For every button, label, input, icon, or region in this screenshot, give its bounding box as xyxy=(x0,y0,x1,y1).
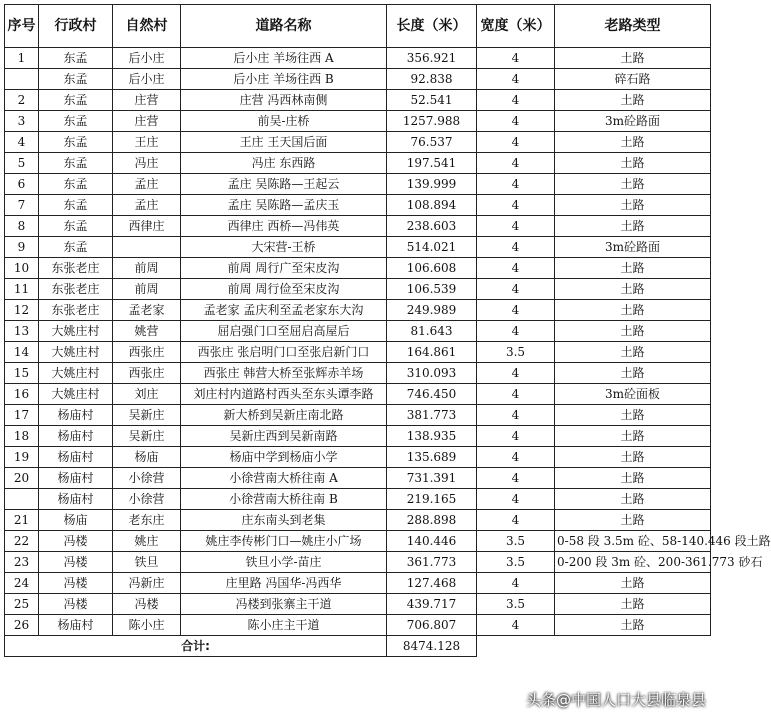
cell-natural: 刘庄 xyxy=(113,384,181,405)
cell-seq: 23 xyxy=(5,552,39,573)
cell-seq: 26 xyxy=(5,615,39,636)
cell-road: 大宋营-王桥 xyxy=(181,237,387,258)
cell-road: 前周 周行广至宋皮沟 xyxy=(181,258,387,279)
cell-width: 4 xyxy=(477,405,555,426)
cell-length: 135.689 xyxy=(387,447,477,468)
table-row xyxy=(5,132,711,153)
cell-village: 东张老庄 xyxy=(39,279,113,300)
table-row xyxy=(5,153,711,174)
table-row xyxy=(5,405,711,426)
cell-length: 731.391 xyxy=(387,468,477,489)
table-row xyxy=(5,195,711,216)
cell-length: 106.539 xyxy=(387,279,477,300)
cell-length: 81.643 xyxy=(387,321,477,342)
table-row xyxy=(5,111,711,132)
table-row xyxy=(5,321,711,342)
cell-length: 356.921 xyxy=(387,48,477,69)
cell-village: 东孟 xyxy=(39,132,113,153)
cell-natural: 庄营 xyxy=(113,111,181,132)
cell-village: 大姚庄村 xyxy=(39,384,113,405)
cell-village: 大姚庄村 xyxy=(39,342,113,363)
cell-length: 76.537 xyxy=(387,132,477,153)
table-row xyxy=(5,426,711,447)
cell-width: 4 xyxy=(477,90,555,111)
table-row xyxy=(5,552,711,573)
cell-width: 4 xyxy=(477,153,555,174)
cell-length: 127.468 xyxy=(387,573,477,594)
cell-width: 4 xyxy=(477,426,555,447)
table-row xyxy=(5,300,711,321)
cell-length: 746.450 xyxy=(387,384,477,405)
cell-length: 361.773 xyxy=(387,552,477,573)
cell-road: 小徐营南大桥往南 A xyxy=(181,468,387,489)
cell-road: 吴新庄西到吴新南路 xyxy=(181,426,387,447)
cell-natural: 吴新庄 xyxy=(113,426,181,447)
cell-length: 219.165 xyxy=(387,489,477,510)
cell-road: 小徐营南大桥往南 B xyxy=(181,489,387,510)
cell-natural: 前周 xyxy=(113,279,181,300)
cell-natural: 铁旦 xyxy=(113,552,181,573)
cell-village: 杨庙村 xyxy=(39,615,113,636)
cell-road: 刘庄村内道路村西头至东头谭李路 xyxy=(181,384,387,405)
table-row xyxy=(5,237,711,258)
watermark: 头条@中国人口大县临泉县 xyxy=(525,691,706,709)
cell-natural: 杨庙 xyxy=(113,447,181,468)
cell-road: 冯楼到张寨主干道 xyxy=(181,594,387,615)
cell-length: 310.093 xyxy=(387,363,477,384)
cell-type: 土路 xyxy=(555,510,711,531)
cell-village: 冯楼 xyxy=(39,573,113,594)
cell-natural xyxy=(113,237,181,258)
cell-village: 杨庙村 xyxy=(39,489,113,510)
cell-seq: 7 xyxy=(5,195,39,216)
header-seq: 序号 xyxy=(5,5,39,48)
cell-seq: 21 xyxy=(5,510,39,531)
cell-type: 3m砼路面 xyxy=(555,237,711,258)
cell-width: 4 xyxy=(477,48,555,69)
cell-type: 土路 xyxy=(555,321,711,342)
cell-width: 4 xyxy=(477,111,555,132)
cell-type: 土路 xyxy=(555,300,711,321)
cell-seq: 15 xyxy=(5,363,39,384)
cell-length: 381.773 xyxy=(387,405,477,426)
cell-village: 东张老庄 xyxy=(39,258,113,279)
cell-width: 4 xyxy=(477,258,555,279)
cell-road: 铁旦小学-苗庄 xyxy=(181,552,387,573)
cell-road: 西张庄 张启明门口至张启新门口 xyxy=(181,342,387,363)
cell-road: 庄营 冯西林南侧 xyxy=(181,90,387,111)
cell-village: 东孟 xyxy=(39,216,113,237)
cell-road: 前吴-庄桥 xyxy=(181,111,387,132)
cell-length: 514.021 xyxy=(387,237,477,258)
cell-road: 前周 周行俭至宋皮沟 xyxy=(181,279,387,300)
cell-road: 陈小庄主干道 xyxy=(181,615,387,636)
cell-natural: 小徐营 xyxy=(113,489,181,510)
cell-seq: 4 xyxy=(5,132,39,153)
cell-road: 后小庄 羊场往西 A xyxy=(181,48,387,69)
cell-natural: 孟庄 xyxy=(113,174,181,195)
cell-type: 土路 xyxy=(555,594,711,615)
table-row xyxy=(5,468,711,489)
table-row xyxy=(5,384,711,405)
cell-width: 4 xyxy=(477,300,555,321)
cell-length: 249.989 xyxy=(387,300,477,321)
cell-type: 土路 xyxy=(555,48,711,69)
cell-width: 4 xyxy=(477,489,555,510)
total-empty xyxy=(555,636,711,657)
cell-length: 106.608 xyxy=(387,258,477,279)
cell-village: 东孟 xyxy=(39,153,113,174)
cell-type: 3m砼面板 xyxy=(555,384,711,405)
cell-length: 706.807 xyxy=(387,615,477,636)
cell-village: 冯楼 xyxy=(39,594,113,615)
cell-length: 92.838 xyxy=(387,69,477,90)
cell-length: 140.446 xyxy=(387,531,477,552)
cell-seq: 13 xyxy=(5,321,39,342)
table-row xyxy=(5,615,711,636)
cell-village: 东孟 xyxy=(39,69,113,90)
table-row xyxy=(5,258,711,279)
cell-seq: 16 xyxy=(5,384,39,405)
cell-length: 139.999 xyxy=(387,174,477,195)
cell-natural: 孟老家 xyxy=(113,300,181,321)
cell-road: 西律庄 西桥—冯伟英 xyxy=(181,216,387,237)
cell-seq: 5 xyxy=(5,153,39,174)
cell-seq: 2 xyxy=(5,90,39,111)
cell-village: 杨庙村 xyxy=(39,468,113,489)
cell-width: 4 xyxy=(477,615,555,636)
cell-natural: 老东庄 xyxy=(113,510,181,531)
cell-type: 土路 xyxy=(555,489,711,510)
cell-width: 4 xyxy=(477,69,555,90)
cell-type: 土路 xyxy=(555,216,711,237)
cell-natural: 孟庄 xyxy=(113,195,181,216)
cell-natural: 吴新庄 xyxy=(113,405,181,426)
cell-length: 439.717 xyxy=(387,594,477,615)
cell-natural: 西张庄 xyxy=(113,363,181,384)
cell-natural: 冯庄 xyxy=(113,153,181,174)
cell-type: 土路 xyxy=(555,258,711,279)
cell-type: 土路 xyxy=(555,132,711,153)
cell-seq: 6 xyxy=(5,174,39,195)
cell-type: 土路 xyxy=(555,174,711,195)
cell-road: 新大桥到吴新庄南北路 xyxy=(181,405,387,426)
cell-type: 土路 xyxy=(555,153,711,174)
cell-seq: 20 xyxy=(5,468,39,489)
cell-natural: 王庄 xyxy=(113,132,181,153)
cell-natural: 姚庄 xyxy=(113,531,181,552)
cell-width: 3.5 xyxy=(477,552,555,573)
table-row xyxy=(5,174,711,195)
cell-seq xyxy=(5,489,39,510)
cell-width: 4 xyxy=(477,237,555,258)
cell-village: 冯楼 xyxy=(39,552,113,573)
cell-village: 杨庙村 xyxy=(39,405,113,426)
cell-road: 庄里路 冯国华-冯西华 xyxy=(181,573,387,594)
cell-village: 东孟 xyxy=(39,195,113,216)
table-row xyxy=(5,90,711,111)
cell-road: 冯庄 东西路 xyxy=(181,153,387,174)
cell-type: 土路 xyxy=(555,342,711,363)
table-row xyxy=(5,279,711,300)
cell-width: 4 xyxy=(477,216,555,237)
cell-width: 3.5 xyxy=(477,531,555,552)
cell-natural: 姚营 xyxy=(113,321,181,342)
cell-length: 138.935 xyxy=(387,426,477,447)
cell-width: 4 xyxy=(477,510,555,531)
cell-length: 108.894 xyxy=(387,195,477,216)
header-village: 行政村 xyxy=(39,5,113,48)
cell-width: 4 xyxy=(477,363,555,384)
cell-type: 土路 xyxy=(555,615,711,636)
cell-road: 孟庄 吴陈路—孟庆玉 xyxy=(181,195,387,216)
cell-seq: 8 xyxy=(5,216,39,237)
cell-seq: 22 xyxy=(5,531,39,552)
header-old-road-type: 老路类型 xyxy=(555,5,711,48)
cell-seq: 11 xyxy=(5,279,39,300)
cell-seq: 10 xyxy=(5,258,39,279)
table-row xyxy=(5,489,711,510)
table-row xyxy=(5,342,711,363)
total-value: 8474.128 xyxy=(387,636,477,657)
cell-road: 西张庄 韩营大桥至张辉赤羊场 xyxy=(181,363,387,384)
cell-road: 屈启强门口至屈启高屋后 xyxy=(181,321,387,342)
cell-road: 孟老家 孟庆利至孟老家东大沟 xyxy=(181,300,387,321)
table-row xyxy=(5,69,711,90)
cell-width: 4 xyxy=(477,468,555,489)
cell-village: 杨庙村 xyxy=(39,426,113,447)
table-row xyxy=(5,594,711,615)
cell-natural: 西律庄 xyxy=(113,216,181,237)
cell-width: 4 xyxy=(477,447,555,468)
cell-natural: 西张庄 xyxy=(113,342,181,363)
cell-type: 土路 xyxy=(555,405,711,426)
cell-natural: 后小庄 xyxy=(113,69,181,90)
cell-width: 4 xyxy=(477,384,555,405)
road-table xyxy=(4,4,771,657)
header-width: 宽度（米） xyxy=(477,5,555,48)
cell-seq: 14 xyxy=(5,342,39,363)
cell-type: 0-200 段 3m 砼、200-361.773 砂石 xyxy=(555,552,711,573)
cell-village: 东孟 xyxy=(39,237,113,258)
cell-road: 姚庄李传彬门口—姚庄小广场 xyxy=(181,531,387,552)
cell-width: 4 xyxy=(477,195,555,216)
table-row xyxy=(5,510,711,531)
table-row xyxy=(5,48,711,69)
cell-natural: 后小庄 xyxy=(113,48,181,69)
cell-natural: 冯新庄 xyxy=(113,573,181,594)
cell-width: 3.5 xyxy=(477,342,555,363)
cell-natural: 庄营 xyxy=(113,90,181,111)
cell-seq: 1 xyxy=(5,48,39,69)
cell-seq: 9 xyxy=(5,237,39,258)
cell-road: 杨庙中学到杨庙小学 xyxy=(181,447,387,468)
cell-village: 冯楼 xyxy=(39,531,113,552)
cell-road: 后小庄 羊场往西 B xyxy=(181,69,387,90)
header-natural-village: 自然村 xyxy=(113,5,181,48)
cell-natural: 冯楼 xyxy=(113,594,181,615)
cell-type: 土路 xyxy=(555,195,711,216)
cell-width: 4 xyxy=(477,174,555,195)
cell-seq xyxy=(5,69,39,90)
cell-seq: 19 xyxy=(5,447,39,468)
cell-seq: 12 xyxy=(5,300,39,321)
cell-road: 孟庄 吴陈路—王起云 xyxy=(181,174,387,195)
cell-type: 土路 xyxy=(555,573,711,594)
cell-natural: 小徐营 xyxy=(113,468,181,489)
cell-type: 3m砼路面 xyxy=(555,111,711,132)
cell-village: 东孟 xyxy=(39,90,113,111)
header-road-name: 道路名称 xyxy=(181,5,387,48)
cell-village: 大姚庄村 xyxy=(39,321,113,342)
cell-type: 碎石路 xyxy=(555,69,711,90)
cell-length: 197.541 xyxy=(387,153,477,174)
cell-type: 土路 xyxy=(555,279,711,300)
table-row xyxy=(5,447,711,468)
cell-natural: 前周 xyxy=(113,258,181,279)
cell-village: 大姚庄村 xyxy=(39,363,113,384)
cell-width: 4 xyxy=(477,573,555,594)
table-row xyxy=(5,363,711,384)
table-row xyxy=(5,573,711,594)
cell-seq: 17 xyxy=(5,405,39,426)
cell-width: 4 xyxy=(477,321,555,342)
cell-seq: 3 xyxy=(5,111,39,132)
cell-length: 238.603 xyxy=(387,216,477,237)
cell-village: 东孟 xyxy=(39,174,113,195)
cell-width: 4 xyxy=(477,279,555,300)
total-empty xyxy=(477,636,555,657)
cell-village: 杨庙村 xyxy=(39,447,113,468)
total-label: 合计: xyxy=(5,636,387,657)
cell-length: 1257.988 xyxy=(387,111,477,132)
table-row xyxy=(5,216,711,237)
cell-seq: 24 xyxy=(5,573,39,594)
cell-type: 土路 xyxy=(555,426,711,447)
cell-village: 东张老庄 xyxy=(39,300,113,321)
cell-type: 土路 xyxy=(555,468,711,489)
header-row xyxy=(5,5,711,48)
cell-village: 东孟 xyxy=(39,48,113,69)
cell-village: 东孟 xyxy=(39,111,113,132)
cell-road: 庄东南头到老集 xyxy=(181,510,387,531)
total-row xyxy=(5,636,711,657)
cell-seq: 25 xyxy=(5,594,39,615)
cell-width: 3.5 xyxy=(477,594,555,615)
cell-length: 288.898 xyxy=(387,510,477,531)
cell-village: 杨庙 xyxy=(39,510,113,531)
table-row xyxy=(5,531,711,552)
cell-road: 王庄 王天国后面 xyxy=(181,132,387,153)
cell-length: 164.861 xyxy=(387,342,477,363)
cell-natural: 陈小庄 xyxy=(113,615,181,636)
cell-width: 4 xyxy=(477,132,555,153)
cell-type: 土路 xyxy=(555,447,711,468)
cell-type: 土路 xyxy=(555,363,711,384)
header-length: 长度（米） xyxy=(387,5,477,48)
cell-seq: 18 xyxy=(5,426,39,447)
cell-type: 土路 xyxy=(555,90,711,111)
cell-length: 52.541 xyxy=(387,90,477,111)
cell-type: 0-58 段 3.5m 砼、58-140.446 段土路 xyxy=(555,531,711,552)
